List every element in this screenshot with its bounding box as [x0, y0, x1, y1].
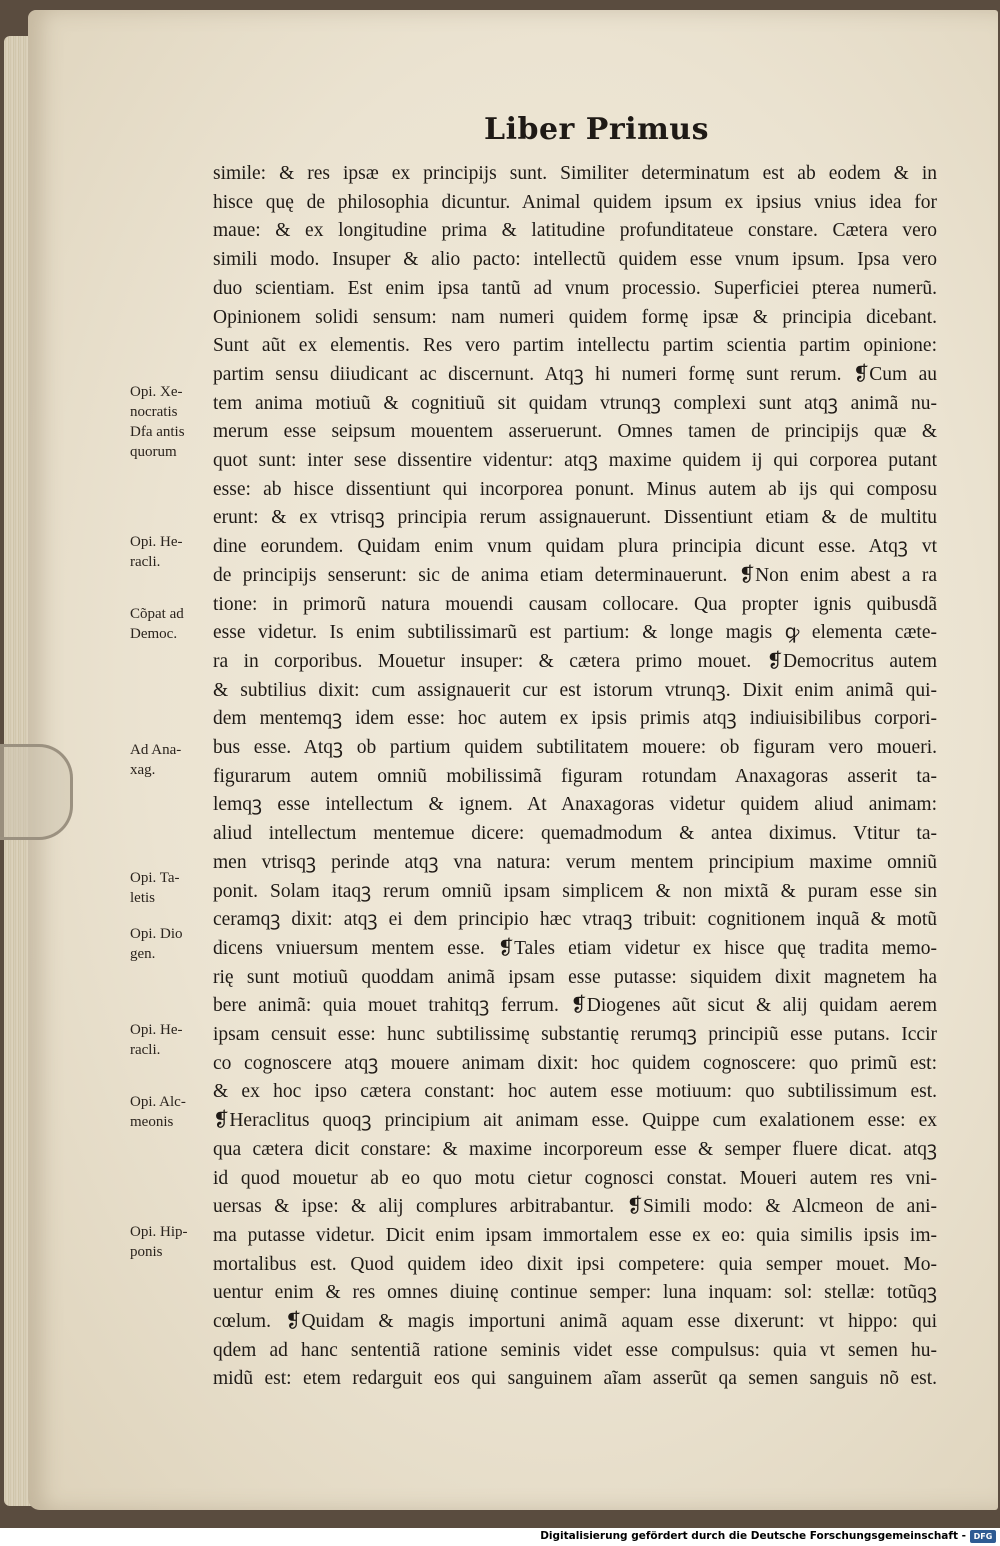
text-line: uersas & ipse: & alij complures arbitrabantur. ❡Simili modo: & Alcmeon de ani- [213, 1196, 937, 1218]
running-head: Liber Primus [484, 112, 710, 147]
text-line: esse videtur. Is enim subtilissimarũ est partium: & longe magis ꝙ elementa cæte- [213, 622, 937, 644]
margin-note-line: gen. [130, 946, 156, 962]
margin-note-line: Opi. Ta- [130, 870, 180, 886]
text-line: erunt: & ex vtrisqꝫ principia rerum assignauerunt. Dissentiunt etiam & de multitu [213, 507, 937, 529]
text-line: dem mentemqꝫ idem esse: hoc autem ex ipsis primis atqꝫ indiuisibilibus corpori- [213, 708, 937, 730]
margin-note-line: Opi. He- [130, 534, 183, 550]
margin-note-line: nocratis [130, 404, 178, 420]
text-line: bus esse. Atqꝫ ob partium quidem subtilitatem mouere: ob figuram vero moueri. [213, 737, 937, 758]
margin-note-line: Democ. [130, 626, 178, 642]
footer [0, 1528, 1000, 1546]
text-line: dicens vniuersum mentem esse. ❡Tales etiam videtur ex hisce quę tradita memo- [213, 937, 937, 959]
text-line: bere animã: quia mouet trahitqꝫ ferrum. ❡Diogenes aũt sicut & alij quidam aerem [213, 995, 937, 1017]
text-line: maue: & ex longitudine prima & latitudine profunditateue constare. Cætera vero [213, 220, 937, 242]
margin-note [130, 1092, 208, 1132]
clip-tab [0, 744, 73, 840]
text-line: aliud intellectum mentemue dicere: quemadmodum & antea diximus. Vtitur ta- [213, 823, 937, 845]
text-line: ❡Heraclitus quoqꝫ principium ait animam esse. Quippe cum exalationem esse: ex [213, 1110, 937, 1132]
text-line: rię sunt motiuũ quoddam animã ipsam esse putasse: siquidem dixit magnetem ha [213, 966, 937, 988]
text-line: ponit. Solam itaqꝫ rerum omniũ ipsam simplicem & non mixtã & puram esse sin [213, 880, 937, 902]
margin-note [130, 604, 208, 644]
margin-note-line: quorum [130, 444, 177, 460]
margin-note [130, 1020, 208, 1060]
text-line: id quod mouetur ab eo quo motu cietur cognosci constat. Moueri autem res vni- [213, 1167, 937, 1189]
text-line: ipsam censuit esse: hunc subtilissimę substantię rerumqꝫ principiũ esse putans. Iccir [213, 1024, 937, 1045]
margin-note-line: Ad Ana- [130, 742, 182, 758]
margin-note-line: racli. [130, 554, 161, 570]
text-line: & ex hoc ipso cætera constant: hoc autem esse motiuum: quo subtilissimum est. [213, 1081, 937, 1103]
margin-note-line: ponis [130, 1244, 163, 1260]
text-line: men vtrisqꝫ perinde atqꝫ vna natura: verum mentem principium maxime omniũ [213, 851, 937, 873]
text-line: midũ est: etem redarguit eos qui sanguinem aĩam asserũt qa semen sanguis nõ est. [213, 1368, 937, 1390]
text-line: simile: & res ipsæ ex principijs sunt. Similiter determinatum est ab eodem & in [213, 163, 937, 184]
margin-note [130, 1222, 208, 1262]
text-line: ma putasse videtur. Dicit enim ipsam immortalem esse ex eo: quia similis ipsis im- [213, 1224, 937, 1246]
margin-note-line: Opi. Xe- [130, 384, 183, 400]
text-line: co cognoscere atqꝫ mouere animam dixit: hoc quidem cognoscere: quo primũ est: [213, 1052, 937, 1074]
margin-note-line: letis [130, 890, 155, 906]
margin-note-line: meonis [130, 1114, 174, 1130]
text-line: lemqꝫ esse intellectum & ignem. At Anaxagoras videtur quidem aliud animam: [213, 794, 937, 816]
margin-note-line: xag. [130, 762, 156, 778]
text-line: esse: ab hisce dissentiunt qui incorporea ponunt. Minus autem ab ijs qui composu [213, 478, 937, 500]
text-line: simili modo. Insuper & alio pacto: intellectũ quidem esse vnum ipsum. Ipsa vero [213, 249, 937, 271]
text-line: quot sunt: inter sese dissentire videntur: atqꝫ maxime quidem ij qui corporea putant [213, 450, 937, 471]
text-line: Opinionem solidi sensum: nam numeri quidem formę ipsæ & principia dicebant. [213, 306, 937, 328]
dfg-logo: DFG [970, 1530, 996, 1543]
text-line: cœlum. ❡Quidam & magis importuni animã aquam esse dixerunt: vt hippo: qui [213, 1311, 937, 1332]
text-line: & subtilius dixit: cum assignauerit cur est istorum vtrunqꝫ. Dixit enim animã qui- [213, 679, 937, 701]
text-line: duo scientiam. Est enim ipsa tantũ ad vnum processio. Superficiei pterea numerũ. [213, 277, 937, 299]
margin-note-line: racli. [130, 1042, 161, 1058]
text-line: uentur enim & res omnes diuinę continue semper: luna inquam: sol: stellæ: totũqꝫ [213, 1282, 937, 1304]
margin-note [130, 740, 208, 780]
text-line: tione: in primorũ natura mouendi causam collocare. Qua propter ignis quibusdã [213, 593, 937, 615]
text-line: mortalibus est. Quod quidem ideo dixit ipsi competere: quia semper mouet. Mo- [213, 1253, 937, 1275]
margin-note [130, 924, 208, 964]
margin-note-line: Dfa antis [130, 424, 185, 440]
text-line: partim sensu diiudicant ac discernunt. Atqꝫ hi numeri formę sunt rerum. ❡Cum au [213, 363, 937, 385]
text-line: merum esse seipsum mouentem asseruerunt. Omnes tamen de principijs quæ & [213, 421, 937, 443]
text-line: qdem ad hanc sententiã ratione seminis videt esse compulsus: quia vt semen hu- [213, 1339, 937, 1361]
margin-note-line: Opi. Hip- [130, 1224, 188, 1240]
footer-credit: Digitalisierung gefördert durch die Deutsche Forschungsgemeinschaft - [540, 1530, 966, 1542]
margin-note-line: Opi. Dio [130, 926, 183, 942]
margin-note [130, 532, 208, 572]
text-line: ra in corporibus. Mouetur insuper: & cætera primo mouet. ❡Democritus autem [213, 650, 937, 672]
text-line: hisce quę de philosophia dicuntur. Animal quidem ipsum ex ipsius vnius idea for [213, 191, 937, 213]
margin-note-line: Cõpat ad [130, 606, 184, 622]
margin-note-line: Opi. He- [130, 1022, 183, 1038]
text-line: dine eorundem. Quidam enim vnum quidam plura principia dicunt esse. Atqꝫ vt [213, 536, 937, 558]
text-line: Sunt aũt ex elementis. Res vero partim intellectu partim scientia partim opinione: [213, 335, 937, 357]
margin-note [130, 868, 208, 908]
text-line: de principijs senserunt: sic de anima etiam determinauerunt. ❡Non enim abest a ra [213, 564, 937, 586]
text-line: tem anima motiuũ & cognitiuũ sit quidam vtrunqꝫ complexi sunt atqꝫ animã nu- [213, 392, 937, 414]
text-line: ceramqꝫ dixit: atqꝫ ei dem principio hæc vtraqꝫ tribuit: cognitionem inquã & motũ [213, 909, 937, 931]
text-line: figurarum autem omniũ mobilissimã figuram rotundam Anaxagoras asserit ta- [213, 765, 937, 787]
margin-note [130, 382, 208, 462]
text-line: qua cætera dicit constare: & maxime incorporeum esse & semper fluere dicat. atqꝫ [213, 1138, 937, 1160]
margin-note-line: Opi. Alc- [130, 1094, 186, 1110]
